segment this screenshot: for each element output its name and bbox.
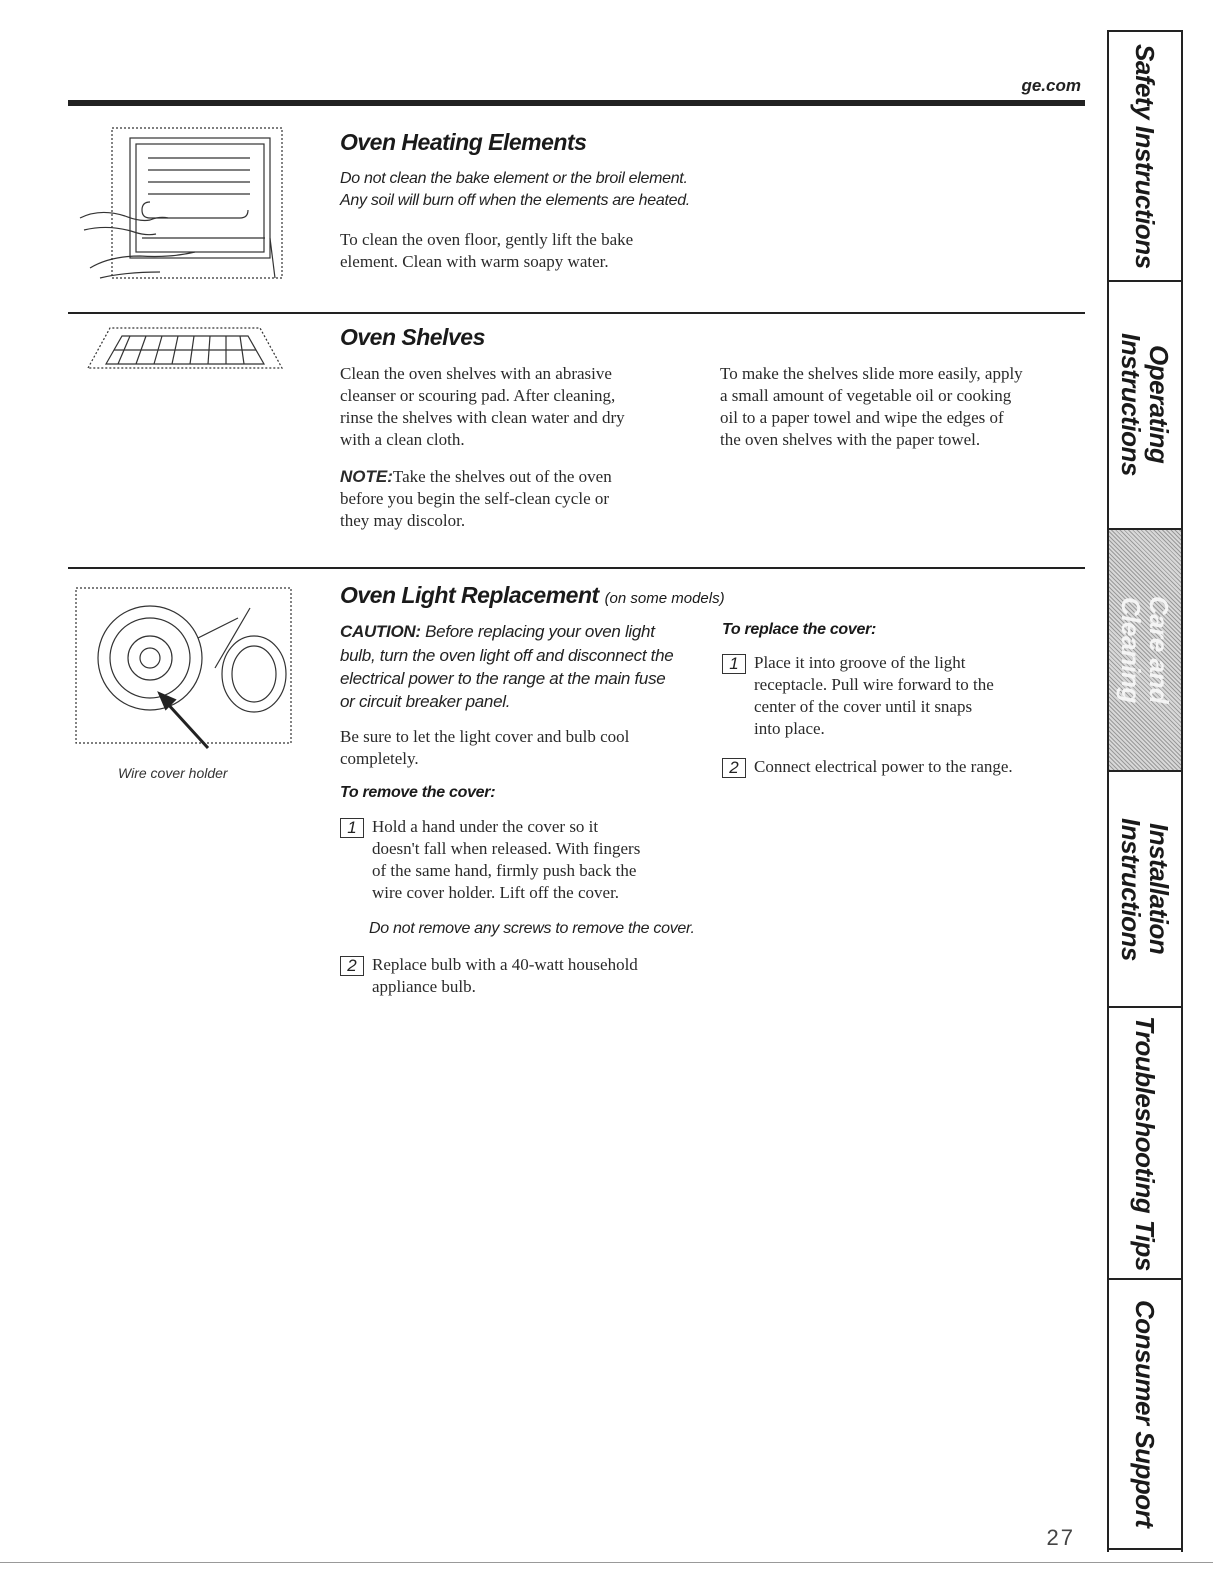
header-rule: [68, 100, 1085, 106]
section-divider-2: [68, 567, 1085, 569]
caution-text-1: Before replacing your oven light: [425, 622, 655, 641]
step-number-2: 2: [340, 956, 364, 976]
replace-cover-heading: To replace the cover:: [722, 621, 877, 638]
tab-installation-instructions[interactable]: [1109, 772, 1181, 1008]
tab-care-and-cleaning[interactable]: [1109, 530, 1181, 772]
page-bottom-edge: [0, 1562, 1213, 1563]
shelves-note-line-2: before you begin the self-clean cycle or: [340, 489, 610, 508]
tab-care-label: Care and Cleaning: [1116, 596, 1174, 704]
shelves-left-line-1: Clean the oven shelves with an abrasive: [340, 364, 612, 383]
caution-label: CAUTION:: [340, 622, 421, 641]
caution-line-2: bulb, turn the oven light off and disconnect the: [340, 646, 674, 665]
shelves-note-line-1: [340, 466, 612, 488]
page-number: 27: [1046, 1525, 1075, 1550]
shelves-left-line-2: cleanser or scouring pad. After cleaning,: [340, 386, 616, 405]
tab-troubleshooting-label: Troubleshooting Tips: [1130, 1015, 1160, 1271]
replace-step-number-2: 2: [722, 758, 746, 778]
caution-line-4: or circuit breaker panel.: [340, 692, 511, 711]
oven-light-replacement-title: [340, 582, 725, 609]
remove-step-1: [340, 816, 720, 908]
replace-step-number-1: 1: [722, 654, 746, 674]
tab-operating-instructions[interactable]: [1109, 280, 1181, 530]
replace-step-1-line-2: receptacle. Pull wire forward to the: [754, 675, 994, 694]
cool-line-2: completely.: [340, 749, 419, 768]
shelves-note-line-3: they may discolor.: [340, 511, 466, 530]
shelves-right-line-3: oil to a paper towel and wipe the edges of: [720, 408, 1004, 427]
remove-step-1-line-4: wire cover holder. Lift off the cover.: [372, 883, 620, 902]
tab-installation-label: Installation Instructions: [1116, 817, 1174, 961]
caution-line-3: electrical power to the range at the main fuse: [340, 669, 666, 688]
step-number-1: 1: [340, 818, 364, 838]
oven-light-illustration: [70, 578, 300, 763]
shelves-right-line-1: To make the shelves slide more easily, apply: [720, 364, 1023, 383]
replace-step-2: [722, 756, 1082, 780]
remove-cover-heading: To remove the cover:: [340, 784, 496, 801]
wire-cover-holder-caption: Wire cover holder: [118, 765, 228, 781]
note-label: NOTE:: [340, 467, 393, 486]
section-divider-1: [68, 312, 1085, 314]
remove-step-1-line-3: of the same hand, firmly push back the: [372, 861, 637, 880]
section-tabs: [1107, 30, 1183, 1552]
shelves-right-line-4: the oven shelves with the paper towel.: [720, 430, 981, 449]
remove-step-2-line-2: appliance bulb.: [372, 977, 476, 996]
note-text: Take the shelves out of the oven: [392, 467, 612, 486]
tab-safety-label: Safety Instructions: [1130, 43, 1160, 269]
remove-cover-note: Do not remove any screws to remove the cover.: [369, 920, 695, 937]
tab-consumer-label: Consumer Support: [1130, 1300, 1160, 1528]
heating-body-line-2: element. Clean with warm soapy water.: [340, 252, 609, 271]
heating-warning-line-2: Any soil will burn off when the elements are heated.: [340, 192, 690, 209]
oven-heating-elements-title: Oven Heating Elements: [340, 129, 587, 155]
remove-step-2-line-1: Replace bulb with a 40-watt household: [372, 955, 638, 974]
caution-line-1: [340, 621, 655, 642]
tab-consumer-support[interactable]: [1109, 1280, 1181, 1550]
tab-troubleshooting-tips[interactable]: [1109, 1008, 1181, 1280]
replace-step-1: [722, 652, 1082, 744]
shelves-right-line-2: a small amount of vegetable oil or cooking: [720, 386, 1012, 405]
heating-warning-line-1: Do not clean the bake element or the broil element.: [340, 170, 688, 187]
oven-shelf-illustration: [70, 318, 300, 378]
replace-step-1-line-3: center of the cover until it snaps: [754, 697, 973, 716]
heating-body-line-1: To clean the oven floor, gently lift the bake: [340, 230, 634, 249]
oven-shelves-title: Oven Shelves: [340, 324, 485, 350]
light-title-text: Oven Light Replacement: [340, 582, 599, 608]
shelves-left-line-4: with a clean cloth.: [340, 430, 465, 449]
cool-line-1: Be sure to let the light cover and bulb cool: [340, 727, 630, 746]
oven-heating-element-illustration: [70, 118, 300, 288]
remove-step-1-line-2: doesn't fall when released. With fingers: [372, 839, 641, 858]
replace-step-2-line-1: Connect electrical power to the range.: [754, 757, 1013, 776]
tab-operating-label: Operating Instructions: [1116, 332, 1174, 476]
replace-step-1-line-1: Place it into groove of the light: [754, 653, 966, 672]
replace-step-1-line-4: into place.: [754, 719, 825, 738]
shelves-left-line-3: rinse the shelves with clean water and dry: [340, 408, 625, 427]
site-url: ge.com: [1021, 76, 1081, 95]
light-title-suffix: (on some models): [604, 590, 725, 607]
remove-step-1-line-1: Hold a hand under the cover so it: [372, 817, 599, 836]
tab-safety-instructions[interactable]: [1109, 30, 1181, 282]
remove-step-2: [340, 954, 720, 1000]
